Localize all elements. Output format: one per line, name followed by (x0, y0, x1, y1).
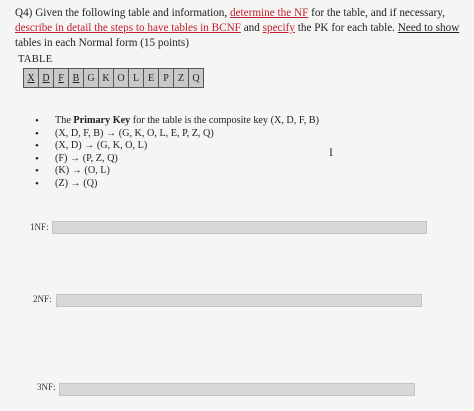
attribute-table (23, 68, 204, 88)
dependency-list (32, 115, 352, 191)
question-link-determine-nf: determine the NF (230, 7, 309, 19)
pk-prefix: The (55, 115, 74, 126)
text-cursor-icon: I (329, 145, 333, 159)
attribute-cell-d: D (39, 69, 54, 88)
pk-bold: Primary Key (73, 115, 131, 126)
question-link-specify: specify (262, 22, 295, 34)
dependency-item-3: • (F) → (P, Z, Q) (32, 153, 352, 166)
question-lead: Q4) Given the following table and information, (15, 7, 230, 19)
dependency-item-2: • (X, D) → (G, K, O, L) (32, 140, 352, 153)
attribute-cell-k: K (99, 69, 114, 88)
dependency-item-4: • (K) → (O, L) (32, 165, 352, 178)
attribute-cell-e: E (144, 69, 159, 88)
table-caption: TABLE (18, 54, 53, 65)
pk-suffix: for the table is the composite key (X, D, F, B) (130, 115, 319, 126)
attribute-cell-b: B (69, 69, 84, 88)
question-mid-3: the PK for each table. (294, 22, 398, 34)
attribute-cell-f: F (54, 69, 69, 88)
question-link-describe-bcnf: describe in detail the steps to have tables in BCNF (15, 22, 241, 34)
attribute-cell-o: O (114, 69, 129, 88)
attribute-cell-x: X (24, 69, 39, 88)
question-need-to-show: Need to show (397, 22, 460, 34)
attribute-cell-l: L (129, 69, 144, 88)
dependency-item-1: • (X, D, F, B) → (G, K, O, L, E, P, Z, Q) (32, 128, 352, 141)
attribute-row (24, 69, 204, 88)
dependency-item-5: • (Z) → (Q) (32, 178, 352, 191)
attribute-cell-z: Z (174, 69, 189, 88)
question-mid-2: and (240, 22, 263, 34)
primary-key-note (32, 115, 352, 128)
attribute-cell-q: Q (189, 69, 204, 88)
nf1-label: 1NF: (30, 222, 49, 232)
question-tail: tables in each Normal form (15 points) (15, 37, 189, 49)
attribute-cell-p: P (159, 69, 174, 88)
nf3-label: 3NF: (37, 382, 56, 392)
attribute-cell-g: G (84, 69, 99, 88)
question-text (15, 6, 467, 51)
nf3-answer-field[interactable] (59, 383, 415, 396)
nf1-answer-field[interactable] (52, 221, 427, 234)
question-mid-1: for the table, and if necessary, (308, 7, 445, 19)
nf2-label: 2NF: (33, 294, 52, 304)
nf2-answer-field[interactable] (56, 294, 422, 307)
